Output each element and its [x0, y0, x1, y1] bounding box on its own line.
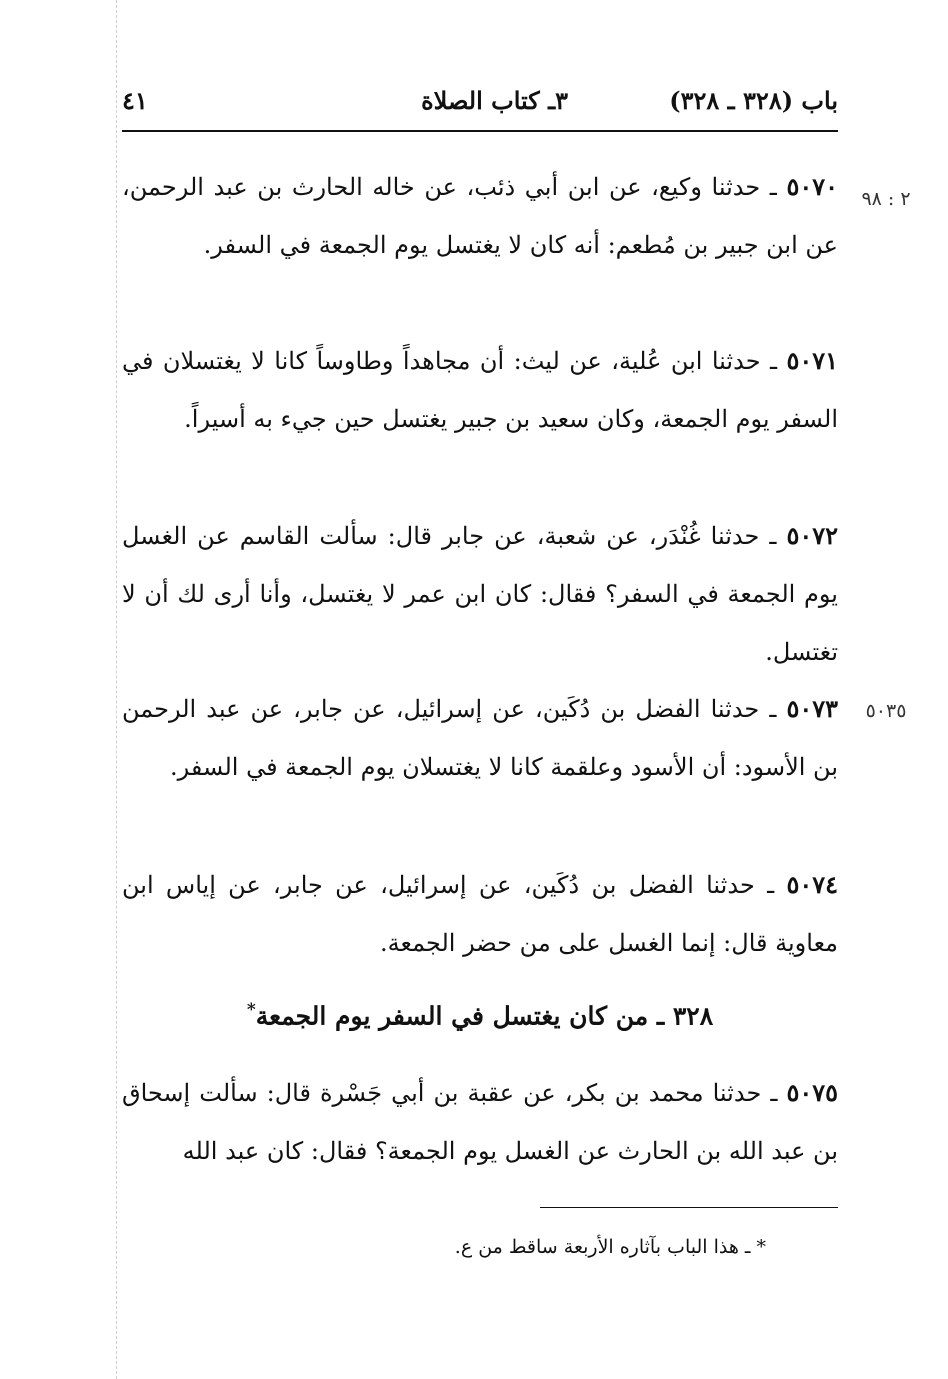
hadith-text: ـ حدثنا محمد بن بكر، عن عقبة بن أبي جَسْرة قال: سألت إسحاق بن عبد الله بن الحارث عن الغسل يوم الجمعة؟ فقال: كان عبد الله [122, 1079, 838, 1165]
book-title: ٣ـ كتاب الصلاة [421, 86, 568, 115]
chapter-range: باب (٣٢٨ ـ ٣٢٨) [669, 86, 838, 115]
hadith-text: ـ حدثنا غُنْدَر، عن شعبة، عن جابر قال: سألت القاسم عن الغسل يوم الجمعة في السفر؟ فقال: كان ابن عمر لا يغتسل، وأنا أرى لك أن لا تغتسل. [122, 522, 838, 666]
hadith-text: ـ حدثنا وكيع، عن ابن أبي ذئب، عن خاله الحارث بن عبد الرحمن، عن ابن جبير بن مُطعم: أنه كان لا يغتسل يوم الجمعة في السفر. [122, 173, 838, 259]
hadith-paragraph [122, 1064, 838, 1180]
header-rule [122, 130, 838, 132]
footnote-rule [540, 1207, 838, 1208]
hadith-number: ٥٠٧٠ [786, 172, 838, 201]
footnote-marker: * [246, 1000, 256, 1020]
hadith-paragraph [122, 856, 838, 972]
hadith-number: ٥٠٧٢ [786, 521, 838, 550]
hadith-text: ـ حدثنا ابن عُلية، عن ليث: أن مجاهداً وطاوساً كانا لا يغتسلان في السفر يوم الجمعة، وكان سعيد بن جبير يغتسل حين جيء به أسيراً. [122, 347, 838, 433]
page-header [122, 86, 838, 126]
hadith-paragraph [122, 507, 838, 681]
hadith-paragraph [122, 680, 838, 796]
hadith-number: ٥٠٧١ [786, 346, 838, 375]
section-title-text: ٣٢٨ ـ من كان يغتسل في السفر يوم الجمعة [255, 1001, 714, 1031]
hadith-number: ٥٠٧٤ [786, 870, 838, 899]
section-heading [122, 1000, 838, 1030]
page-scan-edge [116, 0, 117, 1379]
margin-reference: ٢ : ٩٨ [861, 188, 911, 210]
hadith-paragraph [122, 158, 838, 274]
hadith-text: ـ حدثنا الفضل بن دُكَين، عن إسرائيل، عن جابر، عن إياس ابن معاوية قال: إنما الغسل على من حضر الجمعة. [122, 871, 838, 957]
hadith-number: ٥٠٧٥ [786, 1078, 838, 1107]
hadith-text: ـ حدثنا الفضل بن دُكَين، عن إسرائيل، عن جابر، عن عبد الرحمن بن الأسود: أن الأسود وعلقمة كانا لا يغتسلان يوم الجمعة في السفر. [122, 695, 838, 781]
page-number: ٤١ [122, 86, 148, 115]
margin-reference: ٥٠٣٥ [865, 700, 907, 722]
footnote: * ـ هذا الباب بآثاره الأربعة ساقط من ع. [454, 1236, 766, 1258]
hadith-paragraph [122, 332, 838, 448]
hadith-number: ٥٠٧٣ [786, 694, 838, 723]
